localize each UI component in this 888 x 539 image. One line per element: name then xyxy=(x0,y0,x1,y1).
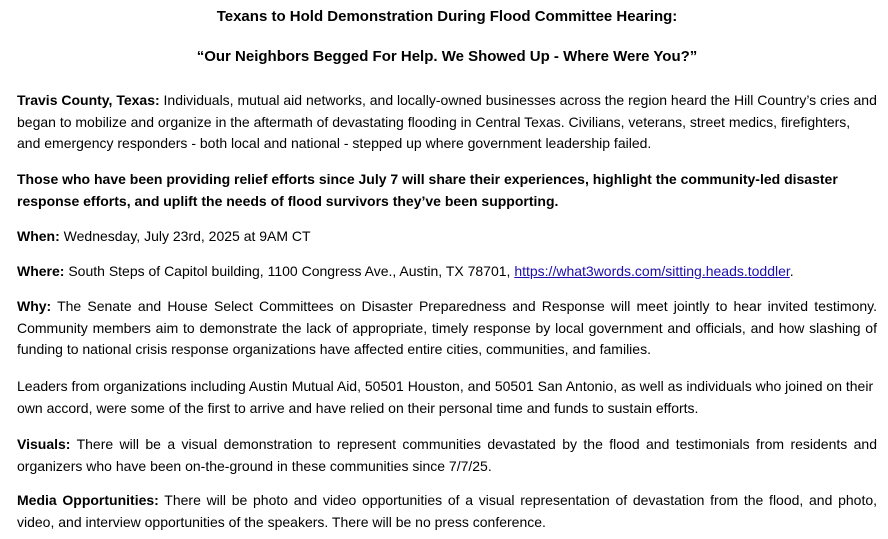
why-paragraph xyxy=(17,296,877,361)
why-label: Why: xyxy=(17,298,52,314)
visuals-text: There will be a visual demonstration to represent communities devastated by the flood and testimonials from residents and organizers who have been on-the-ground in these communities since 7/7/25. xyxy=(17,436,877,474)
when-label: When: xyxy=(17,228,60,244)
headline: Texans to Hold Demonstration During Flood Committee Hearing: xyxy=(216,8,678,25)
intro-label: Travis County, Texas: xyxy=(17,92,160,108)
when-text: Wednesday, July 23rd, 2025 at 9AM CT xyxy=(59,228,311,244)
media-label: Media Opportunities: xyxy=(17,492,159,508)
media-paragraph xyxy=(17,490,877,533)
intro-paragraph xyxy=(17,90,877,155)
highlight-paragraph: Those who have been providing relief efforts since July 7 will share their experiences, highlight the community-led disaster response efforts, and uplift the needs of flood survivors they’ve been supporting. xyxy=(17,171,838,209)
visuals-label: Visuals: xyxy=(17,436,71,452)
intro-text: Individuals, mutual aid networks, and locally-owned businesses across the region heard the Hill Country’s cries and began to mobilize and organize in the aftermath of devastating flooding in Central Texas. Civilians, veterans, street medics, firefighters, and emergency responders - both local and national - stepped up where government leadership failed. xyxy=(17,92,877,151)
leaders-paragraph: Leaders from organizations including Austin Mutual Aid, 50501 Houston, and 50501 San Antonio, as well as individuals who joined on their own accord, were some of the first to arrive and have relied on their personal time and funds to sustain efforts. xyxy=(17,378,874,416)
where-text: South Steps of Capitol building, 1100 Congress Ave., Austin, TX 78701, xyxy=(64,263,515,279)
where-paragraph xyxy=(17,261,877,283)
subheadline-quote: “Our Neighbors Begged For Help. We Showed Up - Where Were You?” xyxy=(196,48,698,65)
what3words-link[interactable]: https://what3words.com/sitting.heads.toddler xyxy=(514,263,790,279)
visuals-paragraph xyxy=(17,434,877,477)
media-text: There will be photo and video opportunities of a visual representation of devastation from the flood, and photo, video, and interview opportunities of the speakers. There will be no press conference. xyxy=(17,492,878,530)
when-paragraph xyxy=(17,226,877,248)
where-label: Where: xyxy=(17,263,65,279)
where-period: . xyxy=(789,263,794,279)
why-text: The Senate and House Select Committees on Disaster Preparedness and Response will meet jointly to hear invited testimony. Community members aim to demonstrate the lack of appropriate, timely response by local government and officials, and how slashing of funding to national crisis response organizations have affected entire cities, communities, and families. xyxy=(17,298,877,357)
